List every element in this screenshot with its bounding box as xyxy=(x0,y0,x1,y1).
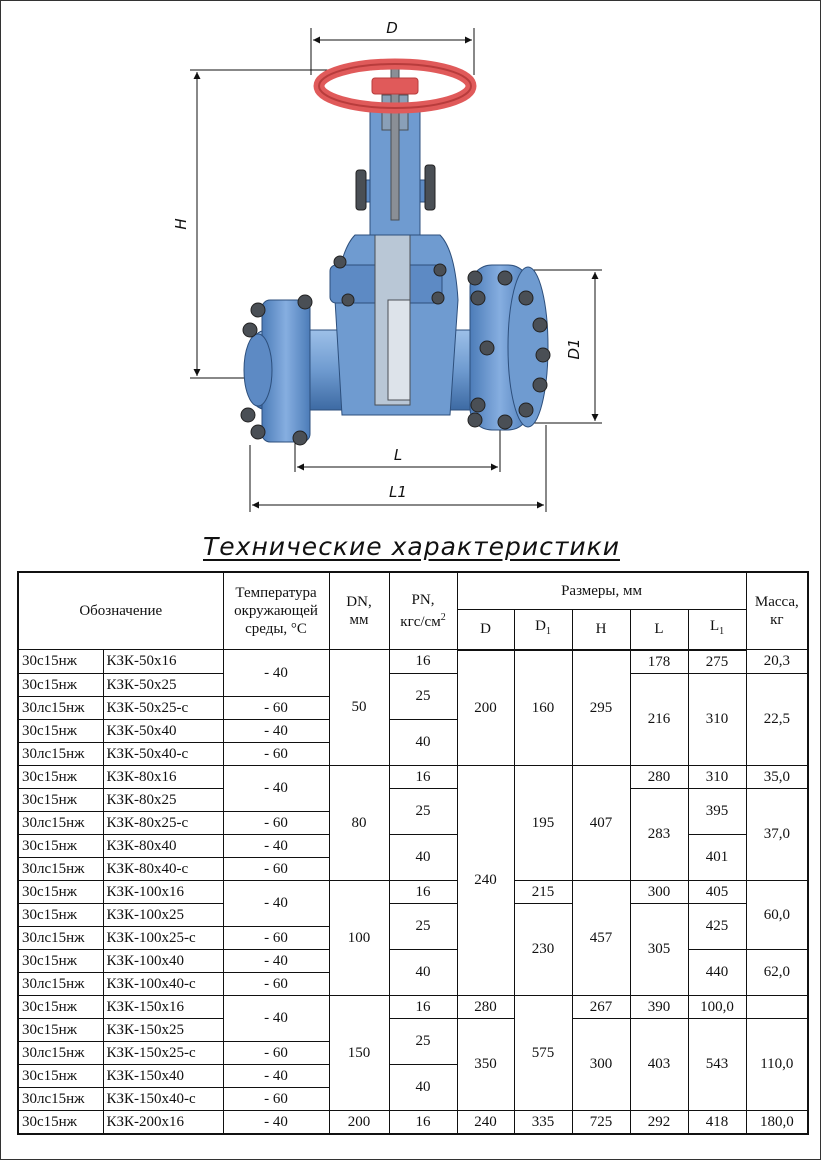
cell-h: 295 xyxy=(572,650,630,766)
header-h: H xyxy=(572,610,630,650)
cell-l: 178 xyxy=(630,650,688,674)
cell-code: КЗК-100х25-с xyxy=(103,926,223,949)
cell-mark: 30с15нж xyxy=(18,1018,103,1041)
cell-code: КЗК-80х16 xyxy=(103,765,223,788)
cell-mark: 30с15нж xyxy=(18,673,103,696)
cell-code: КЗК-50х25 xyxy=(103,673,223,696)
cell-temp: - 60 xyxy=(223,1087,329,1110)
cell-pn: 16 xyxy=(389,650,457,674)
cell-h: 575 xyxy=(514,995,572,1110)
table-row xyxy=(18,788,808,811)
cell-temp: - 60 xyxy=(223,1041,329,1064)
cell-l: 300 xyxy=(630,880,688,903)
table-row xyxy=(18,1018,808,1041)
cell-pn: 25 xyxy=(389,1018,457,1064)
cell-pn: 16 xyxy=(389,1110,457,1134)
cell-code: КЗК-80х25-с xyxy=(103,811,223,834)
cell-code: КЗК-100х25 xyxy=(103,903,223,926)
cell-mark: 30лс15нж xyxy=(18,696,103,719)
cell-dn: 150 xyxy=(329,995,389,1110)
table-row xyxy=(18,650,808,674)
cell-code: КЗК-200х16 xyxy=(103,1110,223,1134)
cell-mass: 110,0 xyxy=(746,1018,808,1110)
cell-mass: 22,5 xyxy=(746,673,808,765)
cell-mark: 30с15нж xyxy=(18,903,103,926)
table-row xyxy=(18,765,808,788)
cell-d1: 215 xyxy=(514,880,572,903)
cell-temp: - 40 xyxy=(223,834,329,857)
cell-mark: 30с15нж xyxy=(18,650,103,674)
cell-mark: 30с15нж xyxy=(18,719,103,742)
table-row xyxy=(18,995,808,1018)
label-h: H xyxy=(172,218,190,230)
cell-temp: - 40 xyxy=(223,719,329,742)
cell-pn: 16 xyxy=(389,765,457,788)
cell-code: КЗК-80х40-с xyxy=(103,857,223,880)
cell-l: 403 xyxy=(630,1018,688,1110)
cell-l: 280 xyxy=(630,765,688,788)
header-d1-label: D xyxy=(535,618,546,635)
cell-mark: 30лс15нж xyxy=(18,926,103,949)
cell-dn: 100 xyxy=(329,880,389,995)
cell-code: КЗК-150х16 xyxy=(103,995,223,1018)
cell-temp: - 60 xyxy=(223,972,329,995)
cell-temp: - 60 xyxy=(223,926,329,949)
cell-dn: 200 xyxy=(329,1110,389,1134)
cell-temp: - 40 xyxy=(223,880,329,926)
cell-pn: 40 xyxy=(389,719,457,765)
cell-code: КЗК-150х40 xyxy=(103,1064,223,1087)
cell-mark: 30лс15нж xyxy=(18,742,103,765)
cell-code: КЗК-150х25 xyxy=(103,1018,223,1041)
cell-h: 457 xyxy=(572,880,630,995)
cell-mass: 37,0 xyxy=(746,788,808,880)
table-row xyxy=(18,834,808,857)
table-row xyxy=(18,949,808,972)
header-d1 xyxy=(514,610,572,650)
cell-temp: - 40 xyxy=(223,995,329,1041)
cell-l1: 390 xyxy=(630,995,688,1018)
cell-l1: 275 xyxy=(688,650,746,674)
cell-l1: 543 xyxy=(688,1018,746,1110)
cell-l: 305 xyxy=(630,903,688,995)
cell-d1: 195 xyxy=(514,765,572,880)
cell-pn: 25 xyxy=(389,673,457,719)
cell-mark: 30с15нж xyxy=(18,1110,103,1134)
header-pn xyxy=(389,572,457,650)
cell-mark: 30с15нж xyxy=(18,995,103,1018)
table-row xyxy=(18,880,808,903)
header-l1 xyxy=(688,610,746,650)
cell-d1: 335 xyxy=(514,1110,572,1134)
cell-pn: 25 xyxy=(389,788,457,834)
cell-temp: - 40 xyxy=(223,765,329,811)
cell-h: 725 xyxy=(572,1110,630,1134)
cell-code: КЗК-50х16 xyxy=(103,650,223,674)
cell-l: 216 xyxy=(630,673,688,765)
cell-mass: 35,0 xyxy=(746,765,808,788)
header-d1-sub: 1 xyxy=(545,626,551,638)
cell-temp: - 60 xyxy=(223,696,329,719)
section-title: Технические характеристики xyxy=(203,532,620,561)
label-d: D xyxy=(386,19,398,37)
header-dn xyxy=(329,572,389,650)
cell-temp: - 40 xyxy=(223,1064,329,1087)
cell-pn: 16 xyxy=(389,995,457,1018)
cell-l: 267 xyxy=(572,995,630,1018)
cell-code: КЗК-80х25 xyxy=(103,788,223,811)
table-row xyxy=(18,903,808,926)
cell-d1: 280 xyxy=(457,995,514,1018)
cell-l: 292 xyxy=(630,1110,688,1134)
cell-pn: 40 xyxy=(389,949,457,995)
cell-code: КЗК-50х25-с xyxy=(103,696,223,719)
cell-code: КЗК-150х25-с xyxy=(103,1041,223,1064)
header-dimensions: Размеры, мм xyxy=(457,572,746,610)
header-l: L xyxy=(630,610,688,650)
cell-pn: 40 xyxy=(389,1064,457,1110)
cell-temp: - 40 xyxy=(223,650,329,697)
header-pn-unit: кгс/см xyxy=(400,614,441,630)
header-mass-label: Масса, xyxy=(754,594,799,610)
cell-l: 283 xyxy=(630,788,688,880)
cell-mark: 30лс15нж xyxy=(18,1041,103,1064)
table-row xyxy=(18,1110,808,1134)
cell-l1: 401 xyxy=(688,834,746,880)
cell-d1: 230 xyxy=(514,903,572,995)
header-row-1 xyxy=(18,572,808,610)
cell-code: КЗК-50х40 xyxy=(103,719,223,742)
cell-l1: 440 xyxy=(688,949,746,995)
cell-pn: 40 xyxy=(389,834,457,880)
header-l1-sub: 1 xyxy=(719,626,725,638)
cell-mark: 30с15нж xyxy=(18,834,103,857)
cell-dn: 50 xyxy=(329,650,389,766)
cell-code: КЗК-150х40-с xyxy=(103,1087,223,1110)
cell-code: КЗК-100х16 xyxy=(103,880,223,903)
cell-code: КЗК-100х40 xyxy=(103,949,223,972)
header-l1-label: L xyxy=(709,618,720,635)
cell-mark: 30с15нж xyxy=(18,788,103,811)
cell-l1: 310 xyxy=(688,765,746,788)
cell-mark: 30лс15нж xyxy=(18,857,103,880)
header-mass-unit: кг xyxy=(770,612,784,628)
header-designation: Обозначение xyxy=(18,572,223,650)
cell-code: КЗК-50х40-с xyxy=(103,742,223,765)
specifications-table xyxy=(17,571,809,1135)
cell-mark: 30с15нж xyxy=(18,765,103,788)
label-l1: L1 xyxy=(389,483,407,501)
table-row xyxy=(18,673,808,696)
cell-mark: 30с15нж xyxy=(18,949,103,972)
cell-mass: 180,0 xyxy=(746,1110,808,1134)
cell-temp: - 60 xyxy=(223,811,329,834)
header-mass xyxy=(746,572,808,650)
cell-mass: 100,0 xyxy=(688,995,746,1018)
cell-pn: 16 xyxy=(389,880,457,903)
cell-d: 240 xyxy=(457,765,514,995)
cell-mark: 30лс15нж xyxy=(18,1087,103,1110)
cell-mark: 30лс15нж xyxy=(18,811,103,834)
cell-mass: 20,3 xyxy=(746,650,808,674)
header-d: D xyxy=(457,610,514,650)
cell-mass: 62,0 xyxy=(746,949,808,995)
cell-l1: 425 xyxy=(688,903,746,949)
cell-temp: - 40 xyxy=(223,949,329,972)
cell-temp: - 60 xyxy=(223,857,329,880)
cell-pn: 25 xyxy=(389,903,457,949)
cell-mark: 30с15нж xyxy=(18,880,103,903)
cell-d: 350 xyxy=(457,1018,514,1110)
header-pn-label: PN, xyxy=(411,592,435,608)
cell-l1: 405 xyxy=(688,880,746,903)
gate-valve-drawing xyxy=(0,0,823,525)
label-d1: D1 xyxy=(565,338,583,360)
cell-l1: 310 xyxy=(688,673,746,765)
cell-mark: 30с15нж xyxy=(18,1064,103,1087)
header-pn-unit-sup: 2 xyxy=(440,612,446,623)
dimension-l xyxy=(295,430,500,472)
header-temperature: Температура окружающей среды, °С xyxy=(223,572,329,650)
cell-temp: - 60 xyxy=(223,742,329,765)
cell-code: КЗК-100х40-с xyxy=(103,972,223,995)
header-dn-label: DN, xyxy=(346,594,372,610)
cell-code: КЗК-80х40 xyxy=(103,834,223,857)
header-dn-unit: мм xyxy=(349,612,369,628)
label-l: L xyxy=(393,446,403,464)
cell-d1: 160 xyxy=(514,650,572,766)
cell-mark: 30лс15нж xyxy=(18,972,103,995)
cell-d: 240 xyxy=(457,1110,514,1134)
cell-temp: - 40 xyxy=(223,1110,329,1134)
cell-l1: 418 xyxy=(688,1110,746,1134)
cell-d: 200 xyxy=(457,650,514,766)
cell-dn: 80 xyxy=(329,765,389,880)
cell-mass: 60,0 xyxy=(746,880,808,949)
cell-l1: 395 xyxy=(688,788,746,834)
cell-h: 407 xyxy=(572,765,630,880)
valve-illustration xyxy=(241,60,550,445)
cell-d1: 300 xyxy=(572,1018,630,1110)
